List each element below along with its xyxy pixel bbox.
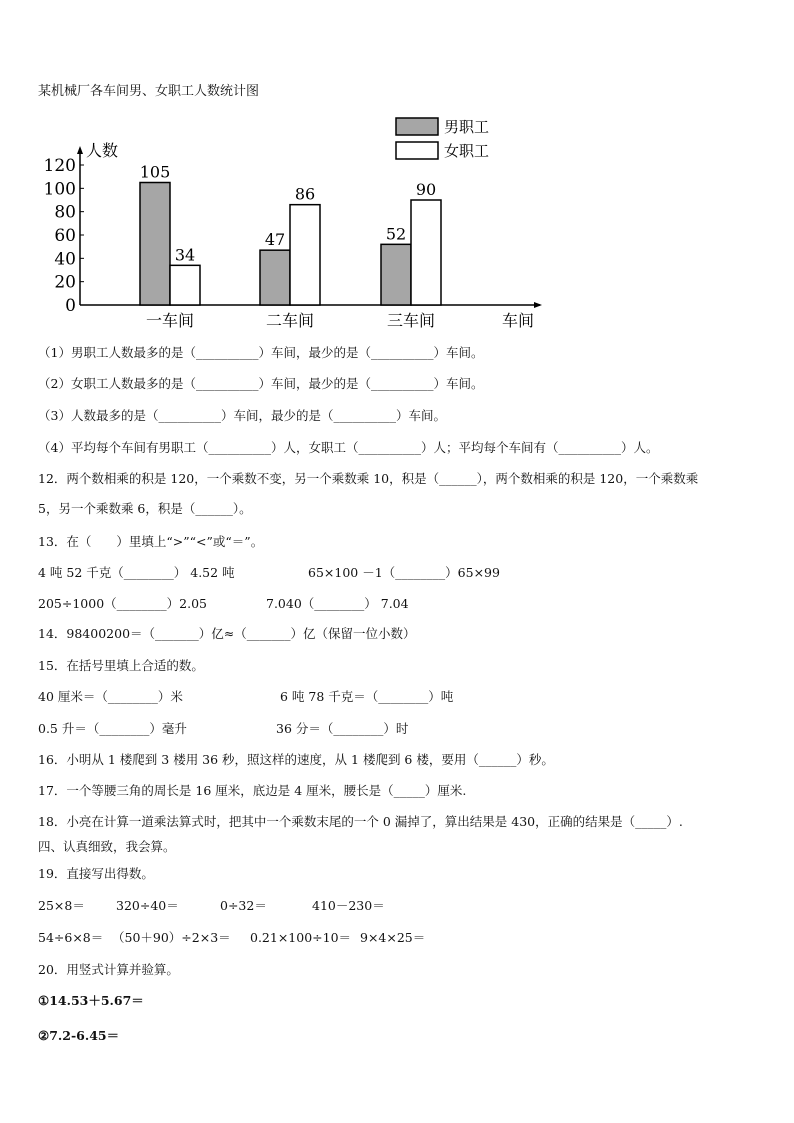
question-19: 19．直接写出得数。 [38,866,154,881]
question-15: 15．在括号里填上合适的数。 [38,658,204,673]
question-13-item-4: 7.040（________） 7.04 [266,596,409,611]
bar-female [170,265,200,305]
data-label: 34 [174,245,196,265]
page-title: 某机械厂各车间男、女职工人数统计图 [38,84,260,99]
question-19-row-2-c: 0.21×100÷10＝ [250,930,352,945]
question-13-item-3: 205÷1000（________）2.05 [38,596,207,611]
data-label: 47 [264,230,286,250]
question-15-item-1: 40 厘米＝（________）米 [38,689,183,704]
question-12-line2: 5，另一个乘数乘 6，积是（______）。 [38,501,252,516]
y-tick-label: 100 [43,179,76,200]
y-axis-label: 人数 [86,141,119,160]
x-axis-arrow [534,302,542,308]
question-15-item-3: 0.5 升＝（________）毫升 [38,721,187,736]
y-axis-arrow [77,146,83,154]
question-14: 14．98400200＝（_______）亿≈（_______）亿（保留一位小数） [38,626,416,641]
data-label: 90 [415,180,437,199]
bar-male [260,250,290,305]
bar-male [140,183,170,306]
category-label: 一车间 [145,311,195,330]
question-2: （2）女职工人数最多的是（__________）车间，最少的是（__________）车间。 [38,376,484,391]
legend-label: 男职工 [444,118,490,136]
bar-female [411,200,441,305]
data-label: 52 [385,224,407,244]
question-19-row-1-a: 25×8＝ [38,898,85,913]
category-label: 三车间 [386,311,436,330]
question-17: 17．一个等腰三角的周长是 16 厘米，底边是 4 厘米，腰长是（_____）厘米. [38,783,467,798]
question-19-row-2-a: 54÷6×8＝ [38,930,104,945]
x-axis-label: 车间 [502,311,535,330]
question-1: （1）男职工人数最多的是（__________）车间，最少的是（__________）车间。 [38,345,484,360]
question-16: 16．小明从 1 楼爬到 3 楼用 36 秒，照这样的速度，从 1 楼爬到 6 楼，要用（______）秒。 [38,752,554,767]
legend-label: 女职工 [444,142,490,160]
question-13: 13．在（ ）里填上“>”“<”或“＝”。 [38,534,264,549]
question-12-line1: 12．两个数相乘的积是 120，一个乘数不变，另一个乘数乘 10，积是（______），两个数相乘的积是 120，一个乘数乘 [38,471,699,486]
question-20-item-2: ②7.2-6.45＝ [38,1028,120,1043]
question-15-item-2: 6 吨 78 千克＝（________）吨 [280,689,454,704]
y-tick-label: 60 [54,226,76,246]
question-3: （3）人数最多的是（__________）车间，最少的是（__________）车间。 [38,408,446,423]
question-19-row-1-c: 0÷32＝ [220,898,267,913]
question-19-row-2-d: 9×4×25＝ [360,930,426,945]
question-18: 18．小亮在计算一道乘法算式时，把其中一个乘数末尾的一个 0 漏掉了，算出结果是 430，正确的结果是（_____）. [38,814,683,829]
bar-chart [30,110,560,335]
data-label: 105 [139,162,171,182]
question-19-row-1-d: 410－230＝ [312,898,385,913]
legend-swatch [396,118,438,135]
question-15-item-4: 36 分＝（________）时 [276,721,409,736]
y-tick-label: 120 [43,156,76,176]
data-label: 86 [294,184,316,204]
question-4: （4）平均每个车间有男职工（__________）人，女职工（__________）人；平均每个车间有（__________）人。 [38,440,659,455]
y-tick-label: 80 [54,202,76,223]
question-20-item-1: ①14.53＋5.67＝ [38,993,144,1008]
category-label: 二车间 [265,311,315,330]
section-4-heading: 四、认真细致，我会算。 [38,839,176,854]
y-tick-label: 40 [54,249,76,270]
question-19-row-2-b: （50＋90）÷2×3＝ [112,930,231,945]
y-tick-label: 20 [54,272,76,293]
bar-female [290,205,320,305]
question-19-row-1-b: 320÷40＝ [116,898,179,913]
question-13-item-1: 4 吨 52 千克（________） 4.52 吨 [38,565,235,580]
legend-swatch [396,142,438,159]
y-tick-label: 0 [65,296,76,316]
question-13-item-2: 65×100 －1（________）65×99 [308,565,500,580]
question-20: 20．用竖式计算并验算。 [38,962,179,977]
bar-male [381,244,411,305]
